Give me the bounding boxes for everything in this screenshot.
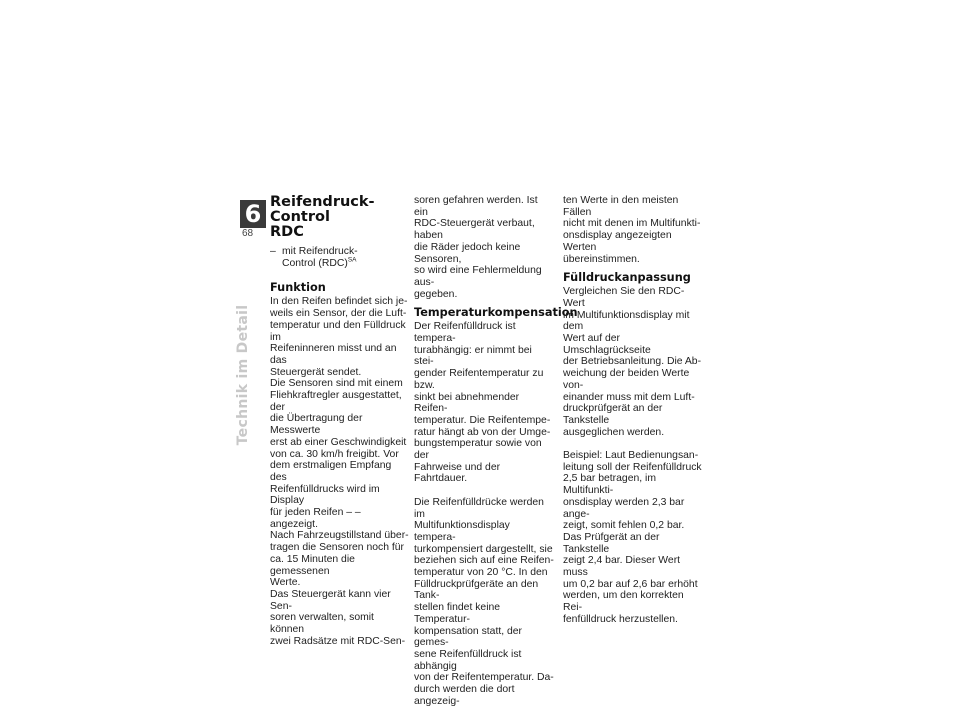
text-line: Der Reifenfülldruck ist tempera- bbox=[414, 321, 516, 345]
text-line: leitung soll der Reifenfülldruck bbox=[563, 461, 702, 473]
text-line: um 0,2 bar auf 2,6 bar erhöht bbox=[563, 578, 698, 590]
text-line: onsdisplay werden 2,3 bar ange- bbox=[563, 496, 685, 520]
text-line: temperatur. Die Reifentempe- bbox=[414, 414, 551, 426]
chapter-number-badge: 6 bbox=[240, 200, 266, 228]
text-line: temperatur von 20 °C. In den bbox=[414, 567, 548, 579]
text-line: zeigt 2,4 bar. Dieser Wert muss bbox=[563, 555, 681, 579]
option-text-line-2: Control (RDC) bbox=[282, 257, 348, 269]
text-line: Das Steuergerät kann vier Sen- bbox=[270, 588, 391, 612]
text-line: ratur hängt ab von der Umge- bbox=[414, 426, 551, 438]
text-line: Die Reifenfülldrücke werden im bbox=[414, 496, 544, 520]
text-line: für jeden Reifen – – angezeigt. bbox=[270, 507, 361, 530]
text-line: turkompensiert dargestellt, sie bbox=[414, 543, 553, 555]
page-title-line-1: Reifendruck-Control bbox=[270, 194, 375, 225]
special-equipment-marker: SA bbox=[347, 256, 357, 264]
text-line: werden, um den korrekten Rei- bbox=[563, 590, 684, 614]
paragraph-funktion-2 bbox=[270, 378, 410, 589]
text-line: im Multifunktionsdisplay mit dem bbox=[563, 309, 690, 333]
text-line: Nach Fahrzeugstillstand über- bbox=[270, 530, 409, 542]
text-line: gender Reifentemperatur zu bzw. bbox=[414, 368, 544, 391]
text-line: von der Reifentemperatur. Da- bbox=[414, 672, 554, 684]
text-line: von ca. 30 km/h freigibt. Vor bbox=[270, 448, 399, 460]
heading-temperaturkompensation: Temperaturkompensation bbox=[414, 306, 578, 320]
page-title bbox=[270, 195, 410, 240]
text-line: Fliehkraftregler ausgestattet, der bbox=[270, 390, 402, 413]
text-line: bungstemperatur sowie von der bbox=[414, 438, 542, 462]
heading-fuelldruckanpassung: Fülldruckanpassung bbox=[563, 271, 691, 285]
text-line: Multifunktionsdisplay tempera- bbox=[414, 520, 510, 543]
paragraph-fuelldruck-example-2 bbox=[563, 532, 703, 626]
text-line: die Räder jedoch keine Sensoren, bbox=[414, 241, 521, 265]
text-line: soren verwalten, somit können bbox=[270, 612, 374, 636]
paragraph-continuation bbox=[563, 195, 703, 265]
text-line: Fülldruckprüfgeräte an den Tank- bbox=[414, 578, 539, 602]
paragraph-fuelldruck-1 bbox=[563, 286, 703, 438]
paragraph-temperatur-2 bbox=[414, 497, 554, 708]
text-line: durch werden die dort angezeig- bbox=[414, 684, 515, 707]
option-list-item bbox=[270, 246, 410, 269]
paragraph-fuelldruck-example bbox=[563, 450, 703, 532]
text-line: Das Prüfgerät an der Tankstelle bbox=[563, 531, 660, 555]
heading-funktion: Funktion bbox=[270, 281, 326, 295]
text-line: zwei Radsätze mit RDC-Sen- bbox=[270, 635, 406, 647]
text-line: druckprüfgerät an der Tankstelle bbox=[563, 403, 663, 426]
text-line: ca. 15 Minuten die gemessenen bbox=[270, 553, 355, 577]
text-line: tragen die Sensoren noch für bbox=[270, 542, 405, 554]
text-line: Wert auf der Umschlagrückseite bbox=[563, 333, 651, 356]
text-line: onsdisplay angezeigten Werten bbox=[563, 230, 672, 253]
dash-bullet: – bbox=[270, 246, 276, 257]
text-line: Beispiel: Laut Bedienungsan- bbox=[563, 450, 699, 462]
text-line: gegeben. bbox=[414, 288, 458, 300]
text-line: beziehen sich auf eine Reifen- bbox=[414, 555, 554, 567]
text-line: temperatur und den Fülldruck im bbox=[270, 319, 406, 343]
text-line: weichung der beiden Werte von- bbox=[563, 368, 690, 391]
text-line: zeigt, somit fehlen 0,2 bar. bbox=[563, 520, 685, 532]
text-line: dem erstmaligen Empfang des bbox=[270, 460, 392, 483]
paragraph-funktion-1 bbox=[270, 296, 410, 378]
text-line: die Übertragung der Messwerte bbox=[270, 413, 363, 437]
text-line: 2,5 bar betragen, im Multifunkti- bbox=[563, 473, 656, 497]
text-line: so wird eine Fehlermeldung aus- bbox=[414, 265, 542, 288]
text-line: Werte. bbox=[270, 577, 301, 589]
text-column-2 bbox=[414, 195, 578, 708]
text-line: soren gefahren werden. Ist ein bbox=[414, 195, 538, 218]
text-line: Die Sensoren sind mit einem bbox=[270, 378, 403, 390]
text-line: ten Werte in den meisten Fällen bbox=[563, 195, 679, 218]
chapter-vertical-title: Technik im Detail bbox=[235, 304, 251, 446]
text-line: turabhängig: er nimmt bei stei- bbox=[414, 344, 532, 368]
paragraph-continuation bbox=[414, 195, 554, 300]
text-line: sinkt bei abnehmender Reifen- bbox=[414, 391, 520, 415]
page-number: 68 bbox=[242, 228, 254, 239]
text-line: ausgeglichen werden. bbox=[563, 426, 665, 438]
text-line: nicht mit denen im Multifunkti- bbox=[563, 218, 701, 230]
text-line: weils ein Sensor, der die Luft- bbox=[270, 308, 407, 320]
text-line: Reifeninneren misst und an das bbox=[270, 343, 397, 366]
text-line: erst ab einer Geschwindigkeit bbox=[270, 436, 407, 448]
text-line: kompensation statt, der gemes- bbox=[414, 625, 523, 649]
text-line: Vergleichen Sie den RDC-Wert bbox=[563, 286, 685, 309]
text-line: übereinstimmen. bbox=[563, 253, 640, 265]
text-line: In den Reifen befindet sich je- bbox=[270, 296, 408, 308]
text-line: der Betriebsanleitung. Die Ab- bbox=[563, 356, 702, 368]
text-column-3 bbox=[563, 195, 703, 626]
text-line: einander muss mit dem Luft- bbox=[563, 391, 695, 403]
text-line: Steuergerät sendet. bbox=[270, 366, 362, 378]
text-line: Reifenfülldrucks wird im Display bbox=[270, 483, 380, 507]
text-line: Fahrweise und der Fahrtdauer. bbox=[414, 461, 501, 485]
text-column-1 bbox=[270, 195, 410, 648]
text-line: RDC-Steuergerät verbaut, haben bbox=[414, 218, 535, 242]
option-text bbox=[282, 246, 358, 269]
page-title-line-2: RDC bbox=[270, 224, 304, 240]
text-line: sene Reifenfülldruck ist abhängig bbox=[414, 649, 522, 672]
option-text-line-1: mit Reifendruck- bbox=[282, 246, 358, 257]
paragraph-funktion-3 bbox=[270, 589, 410, 648]
paragraph-temperatur-1 bbox=[414, 321, 554, 485]
text-line: stellen findet keine Temperatur- bbox=[414, 602, 501, 625]
text-line: fenfülldruck herzustellen. bbox=[563, 613, 678, 625]
